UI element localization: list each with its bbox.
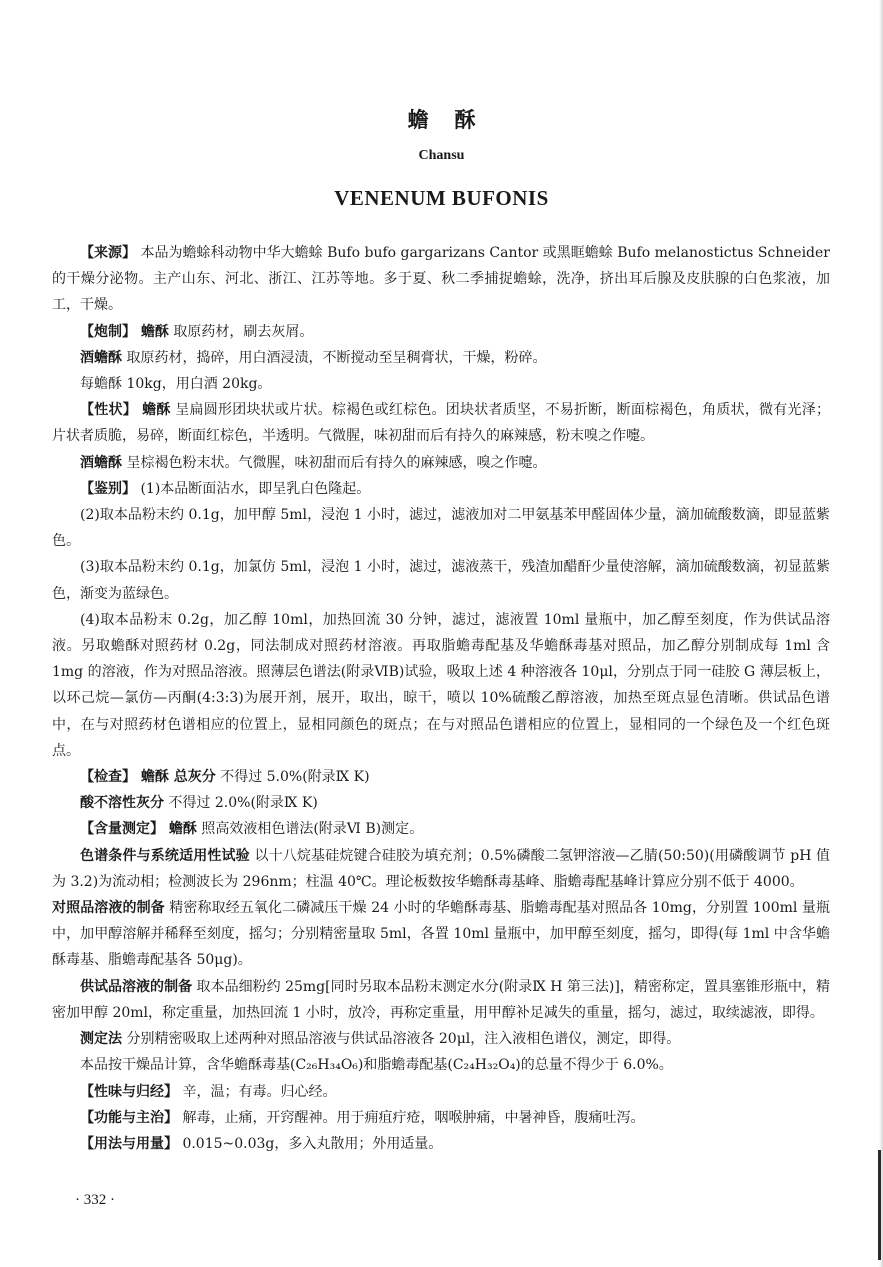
section-label: 【性味与归经】 bbox=[80, 1083, 178, 1100]
section-text: (1)本品断面沾水，即呈乳白色隆起。 bbox=[136, 480, 371, 497]
scan-edge-shadow bbox=[879, 0, 883, 1267]
section-label: 【检查】 bbox=[80, 769, 136, 786]
section-identification bbox=[52, 476, 830, 502]
section-functions-indications bbox=[52, 1105, 830, 1131]
section-text: 本品为蟾蜍科动物中华大蟾蜍 Bufo bufo gargarizans Cantor 或黑眶蟾蜍 Bufo melanostictus Schneider 的干燥分泌物。主产山东、河北、浙江、江苏等地。多于夏、秋二季捕捉蟾蜍，洗净，挤出耳后腺及皮肤腺的白色浆液，加工，干燥。 bbox=[52, 245, 830, 314]
section-text: 照高效液相色谱法(附录Ⅵ B)测定。 bbox=[196, 821, 424, 838]
identification-2 bbox=[52, 502, 830, 554]
section-text: 分别精密吸取上述两种对照品溶液与供试品溶液各 20μl，注入液相色谱仪，测定，即得。 bbox=[122, 1031, 681, 1048]
section-text: (3)取本品粉末约 0.1g，加氯仿 5ml，浸泡 1 小时，滤过，滤液蒸干，残渣加醋酐少量使溶解，滴加硫酸数滴，初显蓝紫色，渐变为蓝绿色。 bbox=[52, 559, 830, 602]
section-assay bbox=[52, 816, 830, 842]
section-source bbox=[52, 240, 830, 319]
assay-test-solution bbox=[52, 974, 830, 1026]
page-number: · 332 · bbox=[75, 1192, 115, 1208]
section-text: 取原药材，刷去灰屑。 bbox=[168, 323, 314, 340]
section-text: 不得过 5.0%(附录Ⅸ K) bbox=[215, 769, 370, 786]
characters-wine bbox=[52, 450, 830, 476]
subsection-label: 酸不溶性灰分 bbox=[80, 795, 164, 812]
section-text: 0.015~0.03g，多入丸散用；外用适量。 bbox=[178, 1135, 443, 1152]
section-label: 【含量测定】 bbox=[80, 821, 164, 838]
section-text: 以十八烷基硅烷键合硅胶为填充剂；0.5%磷酸二氢钾溶液—乙腈(50:50)(用磷酸调节 pH 值为 3.2)为流动相；检测波长为 296nm；柱温 40℃。理论板数按华蟾酥毒基峰、脂蟾毒配基峰计算应分别不低于 4000。 bbox=[52, 847, 831, 890]
section-processing bbox=[52, 319, 830, 345]
identification-3 bbox=[52, 554, 830, 606]
section-text: 精密称取经五氧化二磷减压干燥 24 小时的华蟾酥毒基、脂蟾毒配基对照品各 10mg，分别置 100ml 量瓶中，加甲醇溶解并稀释至刻度，摇匀；分别精密量取 5ml，各置 10ml 量瓶中，加甲醇至刻度，摇匀，即得(每 1ml 中含华蟾酥毒基、脂蟾毒配基各 50μg)。 bbox=[52, 900, 830, 969]
section-characters bbox=[52, 397, 830, 449]
section-text: 呈棕褐色粉末状。气微腥，味初甜而后有持久的麻辣感，嗅之作嚏。 bbox=[122, 454, 547, 471]
subsection-label: 对照品溶液的制备 bbox=[52, 900, 165, 917]
scan-binding-mark bbox=[878, 1150, 881, 1260]
section-text: 呈扁圆形团块状或片状。棕褐色或红棕色。团块状者质坚，不易折断，断面棕褐色，角质状，微有光泽；片状者质脆，易碎，断面红棕色，半透明。气微腥，味初甜而后有持久的麻辣感，粉末嗅之作嚏。 bbox=[52, 402, 831, 445]
section-text: 解毒，止痛，开窍醒神。用于痈疽疔疮，咽喉肿痛，中暑神昏，腹痛吐泻。 bbox=[178, 1109, 645, 1126]
section-text: 不得过 2.0%(附录Ⅸ K) bbox=[164, 795, 318, 812]
section-label: 【来源】 bbox=[80, 245, 137, 261]
subsection-label: 蟾酥 bbox=[136, 323, 169, 340]
monograph-title-pinyin: Chansu bbox=[418, 148, 465, 163]
monograph-title-latin: VENENUM BUFONIS bbox=[334, 186, 549, 210]
subsection-label: 酒蟾酥 bbox=[80, 349, 122, 366]
identification-4 bbox=[52, 607, 830, 764]
subsection-label: 蟾酥 bbox=[164, 821, 197, 838]
section-text: (2)取本品粉末约 0.1g，加甲醇 5ml，浸泡 1 小时，滤过，滤液加对二甲氨基苯甲醛固体少量，滴加硫酸数滴，即显蓝紫色。 bbox=[52, 507, 830, 550]
monograph-body bbox=[52, 240, 830, 1157]
subsection-label: 测定法 bbox=[80, 1031, 122, 1048]
subsection-label: 酒蟾酥 bbox=[80, 454, 122, 471]
monograph-title-chinese: 蟾酥 bbox=[407, 107, 502, 132]
section-label: 【用法与用量】 bbox=[80, 1135, 178, 1152]
subsection-label: 蟾酥 总灰分 bbox=[136, 769, 216, 786]
section-text: 取本品细粉约 25mg[同时另取本品粉末测定水分(附录Ⅸ H 第三法)]，精密称定，置具塞锥形瓶中，精密加甲醇 20ml，称定重量，加热回流 1 小时，放冷，再称定重量，用甲醇补足减失的重量，摇匀，滤过，取续滤液，即得。 bbox=[52, 978, 830, 1021]
section-text: 辛，温；有毒。归心经。 bbox=[178, 1083, 337, 1100]
section-usage-dosage bbox=[52, 1131, 830, 1157]
section-label: 【性状】 bbox=[80, 402, 137, 419]
section-label: 【鉴别】 bbox=[80, 480, 136, 497]
section-examination bbox=[52, 764, 830, 790]
processing-ratio bbox=[52, 371, 830, 397]
assay-limit bbox=[52, 1052, 830, 1078]
assay-procedure bbox=[52, 1026, 830, 1052]
subsection-label: 色谱条件与系统适用性试验 bbox=[80, 847, 250, 864]
section-nature-meridian bbox=[52, 1079, 830, 1105]
section-label: 【炮制】 bbox=[80, 323, 136, 340]
assay-chromatographic-conditions bbox=[52, 843, 830, 895]
section-text: (4)取本品粉末 0.2g，加乙醇 10ml，加热回流 30 分钟，滤过，滤液置 10ml 量瓶中，加乙醇至刻度，作为供试品溶液。另取蟾酥对照药材 0.2g，同法制成对照药材溶液。再取脂蟾毒配基及华蟾酥毒基对照品，加乙醇分别制成每 1ml 含 1mg 的溶液，作为对照品溶液。照薄层色谱法(附录ⅥB)试验，吸取上述 4 种溶液各 10μl，分别点于同一硅胶 G 薄层板上，以环己烷—氯仿—丙酮(4:3:3)为展开剂，展开，取出，晾干，喷以 10%硫酸乙醇溶液，加热至斑点显色清晰。供试品色谱中，在与对照药材色谱相应的位置上，显相同颜色的斑点；在与对照品色谱相应的位置上，显相同的一个绿色及一个红色斑点。 bbox=[52, 611, 830, 759]
processing-wine bbox=[52, 345, 830, 371]
section-text: 取原药材，捣碎，用白酒浸渍，不断搅动至呈稠膏状，干燥，粉碎。 bbox=[122, 349, 547, 366]
assay-reference-solution bbox=[52, 895, 830, 974]
section-label: 【功能与主治】 bbox=[80, 1109, 178, 1126]
section-text: 本品按干燥品计算，含华蟾酥毒基(C₂₆H₃₄O₆)和脂蟾毒配基(C₂₄H₃₂O₄)的总量不得少于 6.0%。 bbox=[80, 1057, 673, 1074]
subsection-label: 蟾酥 bbox=[136, 402, 171, 419]
examination-acid-insoluble bbox=[52, 790, 830, 816]
subsection-label: 供试品溶液的制备 bbox=[80, 978, 193, 995]
section-text: 每蟾酥 10kg，用白酒 20kg。 bbox=[80, 376, 272, 393]
